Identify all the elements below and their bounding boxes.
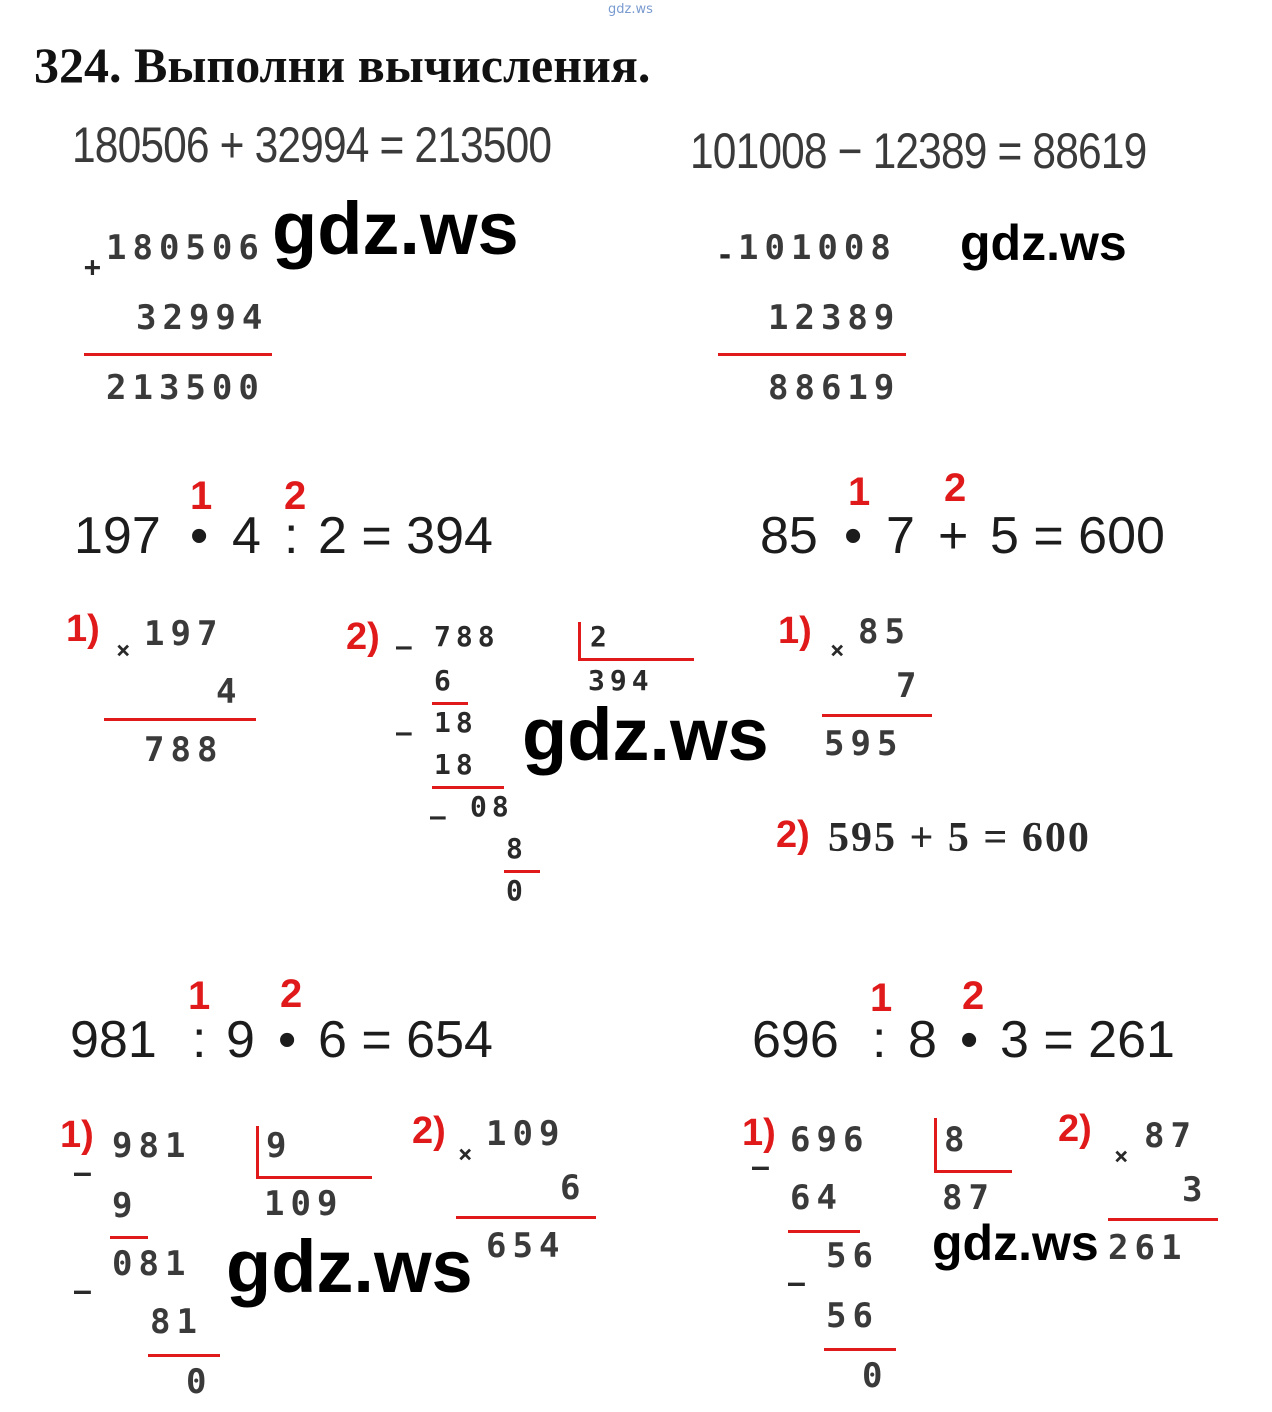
- partial-line: [504, 870, 540, 873]
- factor-b: 7: [896, 666, 923, 706]
- difference-line: [718, 353, 906, 356]
- equation-3-op2: :: [284, 507, 299, 565]
- minus-sign: —: [74, 1274, 91, 1307]
- minus-sign: —: [74, 1156, 91, 1189]
- dividend: 788: [434, 620, 500, 653]
- step-1-label: 1): [778, 610, 812, 652]
- product-result: 261: [1108, 1228, 1188, 1268]
- factor-b: 3: [1182, 1170, 1209, 1210]
- step-2-label: 2): [412, 1110, 446, 1152]
- partial-3: 56: [826, 1296, 879, 1336]
- addend-2: 32994: [136, 298, 269, 338]
- equation-6-op1: :: [872, 1011, 887, 1069]
- partial-1: 6: [434, 664, 456, 697]
- product-result: 788: [144, 730, 224, 770]
- minuend: 101008: [738, 228, 897, 268]
- partial-1: 64: [790, 1178, 843, 1218]
- partial-4: 08: [470, 790, 514, 823]
- partial-line: [110, 1236, 148, 1239]
- equation-4-right: 5 = 600: [990, 507, 1165, 565]
- equation-6-right: 3 = 261: [1000, 1011, 1175, 1069]
- sum-line: [84, 353, 272, 356]
- step-2-label: 2): [776, 814, 810, 856]
- minus-sign: -: [716, 238, 735, 273]
- sum-result: 213500: [106, 368, 265, 408]
- equation-4-op1: •: [844, 507, 863, 565]
- equation-3-left: 197: [74, 507, 161, 565]
- equation-4-left: 85: [760, 507, 818, 565]
- watermark: gdz.ws: [932, 1215, 1099, 1271]
- step-1-label: 1): [742, 1112, 776, 1154]
- watermark: gdz.ws: [226, 1225, 473, 1308]
- product-line: [822, 714, 932, 717]
- equation-5-op2: •: [278, 1011, 297, 1069]
- partial-2: 081: [112, 1244, 192, 1284]
- multiply-sign: ×: [458, 1140, 473, 1168]
- equation-3-mid: 4: [232, 507, 261, 565]
- factor-b: 4: [216, 672, 243, 712]
- partial-3: 81: [150, 1302, 203, 1342]
- product-result: 654: [486, 1226, 566, 1266]
- watermark: gdz.ws: [272, 187, 519, 270]
- page-title: 324. Выполни вычисления.: [34, 37, 651, 93]
- subtrahend: 12389: [768, 298, 901, 338]
- factor-a: 197: [144, 614, 224, 654]
- order-number-1: 1: [188, 974, 211, 1018]
- equation-2: 101008 − 12389 = 88619: [690, 123, 1147, 179]
- product-line: [1108, 1218, 1218, 1221]
- dividend: 981: [112, 1126, 192, 1166]
- minus-sign: —: [396, 718, 412, 748]
- equation-4-mid: 7: [886, 507, 915, 565]
- dividend: 696: [790, 1120, 870, 1160]
- partial-line: [432, 786, 504, 789]
- partial-2: 18: [434, 706, 478, 739]
- partial-line: [788, 1230, 860, 1233]
- partial-line: [824, 1348, 896, 1351]
- multiply-sign: ×: [1114, 1142, 1129, 1170]
- watermark: gdz.ws: [960, 215, 1127, 271]
- quotient: 87: [942, 1178, 995, 1218]
- equation-3-right: 2 = 394: [318, 507, 493, 565]
- equation-1: 180506 + 32994 = 213500: [72, 117, 552, 173]
- quotient: 394: [588, 664, 654, 697]
- equation-3-op1: •: [190, 507, 209, 565]
- product-line: [104, 718, 256, 721]
- step-1-label: 1): [60, 1114, 94, 1156]
- minus-sign: —: [396, 632, 412, 662]
- order-number-2: 2: [944, 466, 967, 510]
- plus-sign: +: [84, 250, 101, 283]
- partial-2: 56: [826, 1236, 879, 1276]
- divisor: 2: [590, 620, 612, 653]
- factor-a: 109: [486, 1114, 566, 1154]
- remainder: 0: [506, 874, 528, 907]
- division-line: [256, 1176, 372, 1179]
- site-label: gdz.ws: [608, 2, 653, 17]
- factor-a: 85: [858, 612, 911, 652]
- watermark: gdz.ws: [522, 693, 769, 776]
- division-bar: [578, 622, 581, 660]
- order-number-1: 1: [190, 474, 213, 518]
- order-number-1: 1: [848, 470, 871, 514]
- order-number-2: 2: [962, 974, 985, 1018]
- equation-5-right: 6 = 654: [318, 1011, 493, 1069]
- remainder: 0: [862, 1356, 889, 1396]
- minus-sign: —: [430, 802, 446, 832]
- minus-sign: —: [752, 1150, 769, 1183]
- partial-line: [432, 702, 468, 705]
- remainder: 0: [186, 1362, 213, 1402]
- partial-5: 8: [506, 832, 528, 865]
- partial-line: [148, 1354, 220, 1357]
- order-number-1: 1: [870, 976, 893, 1020]
- partial-1: 9: [112, 1186, 139, 1226]
- step-1-label: 1): [66, 608, 100, 650]
- division-line: [934, 1170, 1012, 1173]
- product-line: [456, 1216, 596, 1219]
- division-bar: [934, 1118, 937, 1172]
- multiply-sign: ×: [830, 636, 845, 664]
- equation-6-op2: •: [960, 1011, 979, 1069]
- divisor: 9: [266, 1126, 293, 1166]
- equation-6-left: 696: [752, 1011, 839, 1069]
- equation-5-left: 981: [70, 1011, 157, 1069]
- multiply-sign: ×: [116, 636, 131, 664]
- equation-5-op1: :: [192, 1011, 207, 1069]
- addend-1: 180506: [106, 228, 265, 268]
- minus-sign: —: [788, 1266, 805, 1299]
- equation-6-mid: 8: [908, 1011, 937, 1069]
- division-bar: [256, 1126, 259, 1178]
- order-number-2: 2: [284, 474, 307, 518]
- factor-b: 6: [560, 1168, 587, 1208]
- partial-3: 18: [434, 748, 478, 781]
- step-2-label: 2): [1058, 1108, 1092, 1150]
- equation-5-mid: 9: [226, 1011, 255, 1069]
- step-2-expression: 595 + 5 = 600: [828, 815, 1091, 861]
- order-number-2: 2: [280, 972, 303, 1016]
- difference-result: 88619: [768, 368, 901, 408]
- quotient: 109: [264, 1184, 344, 1224]
- equation-4-op2: +: [938, 507, 969, 565]
- division-line: [578, 658, 694, 661]
- divisor: 8: [944, 1120, 971, 1160]
- step-2-label: 2): [346, 616, 380, 658]
- product-result: 595: [824, 724, 904, 764]
- factor-a: 87: [1144, 1116, 1197, 1156]
